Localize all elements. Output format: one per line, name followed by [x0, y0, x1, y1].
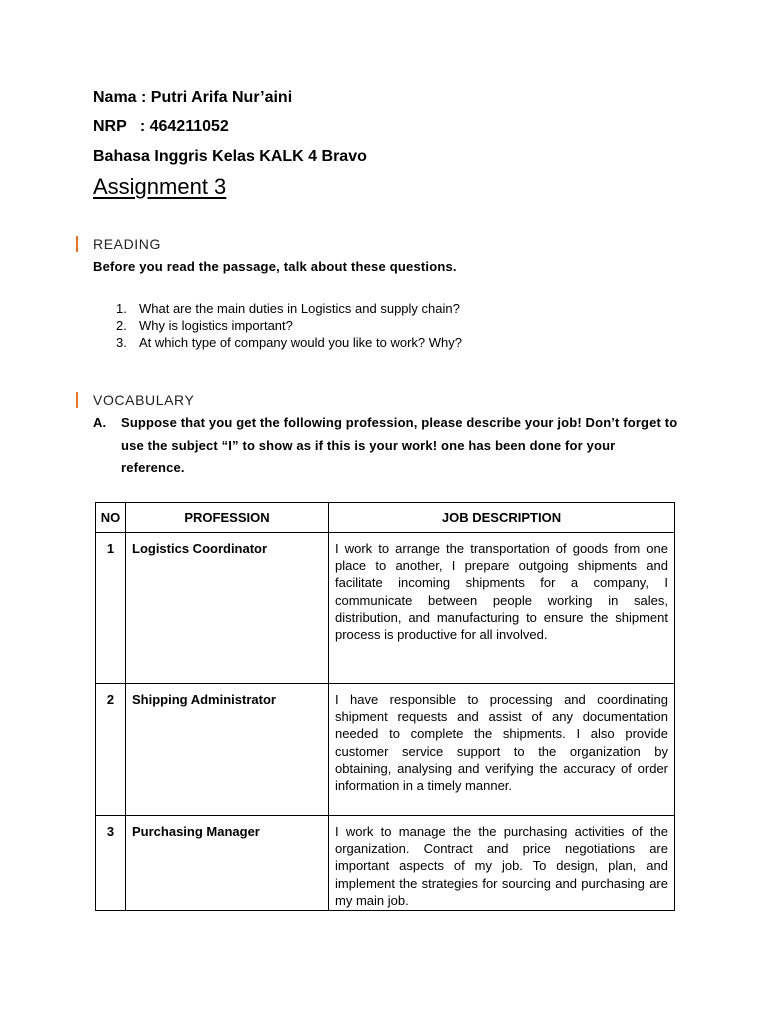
profession-cell: Shipping Administrator — [126, 684, 329, 816]
class-line: Bahasa Inggris Kelas KALK 4 Bravo — [93, 148, 367, 165]
row-number: 3 — [96, 816, 126, 911]
table-row — [96, 533, 675, 684]
reading-section-heading — [76, 236, 161, 252]
question-item — [116, 317, 462, 334]
table-header-row — [96, 503, 675, 533]
profession-table — [95, 502, 675, 911]
row-number: 1 — [96, 533, 126, 684]
questions-list — [116, 300, 462, 351]
question-text: What are the main duties in Logistics and supply chain? — [139, 301, 460, 316]
profession-cell: Logistics Coordinator — [126, 533, 329, 684]
assignment-title: Assignment 3 — [93, 174, 227, 199]
question-item — [116, 300, 462, 317]
question-text: At which type of company would you like to work? Why? — [139, 335, 462, 350]
job-description-cell: I work to arrange the transportation of goods from one place to another, I prepare outgoing shipments and facilitate incoming shipments for a company, I communicate between people working in sales, distribution, and manufacturing to ensure the shipment process is productive for all involved. — [329, 533, 675, 684]
question-text: Why is logistics important? — [139, 318, 293, 333]
table-row — [96, 816, 675, 911]
column-header-job-description: JOB DESCRIPTION — [329, 503, 675, 533]
instruction-text: Suppose that you get the following profession, please describe your job! Don’t forget to use the subject “I” to show as if this is your work! one has been done for your reference. — [121, 415, 678, 475]
table-row — [96, 684, 675, 816]
column-header-no: NO — [96, 503, 126, 533]
question-number: 1. — [116, 301, 127, 316]
section-accent-bar — [76, 236, 78, 252]
column-header-profession: PROFESSION — [126, 503, 329, 533]
vocabulary-section-heading — [76, 392, 194, 408]
profession-cell: Purchasing Manager — [126, 816, 329, 911]
question-item — [116, 334, 462, 351]
question-number: 2. — [116, 318, 127, 333]
student-name-line: Nama : Putri Arifa Nur’aini — [93, 89, 293, 106]
row-number: 2 — [96, 684, 126, 816]
reading-heading-label: READING — [93, 236, 161, 252]
vocabulary-heading-label: VOCABULARY — [93, 392, 195, 408]
job-description-cell: I have responsible to processing and coordinating shipment requests and assist of any documentation needed to complete the shipments. I also provide customer service support to the organization by obtaining, analysing and verifying the accuracy of order information in a timely manner. — [329, 684, 675, 816]
job-description-cell: I work to manage the the purchasing activities of the organization. Contract and price negotiations are important aspects of my job. To design, plan, and implement the strategies for sourcing and purchasing are my main job. — [329, 816, 675, 911]
reading-instruction: Before you read the passage, talk about these questions. — [93, 259, 457, 274]
student-nrp-line: NRP : 464211052 — [93, 118, 229, 135]
question-number: 3. — [116, 335, 127, 350]
section-accent-bar — [76, 392, 78, 408]
instruction-marker: A. — [93, 415, 107, 430]
vocabulary-instruction — [93, 412, 681, 480]
